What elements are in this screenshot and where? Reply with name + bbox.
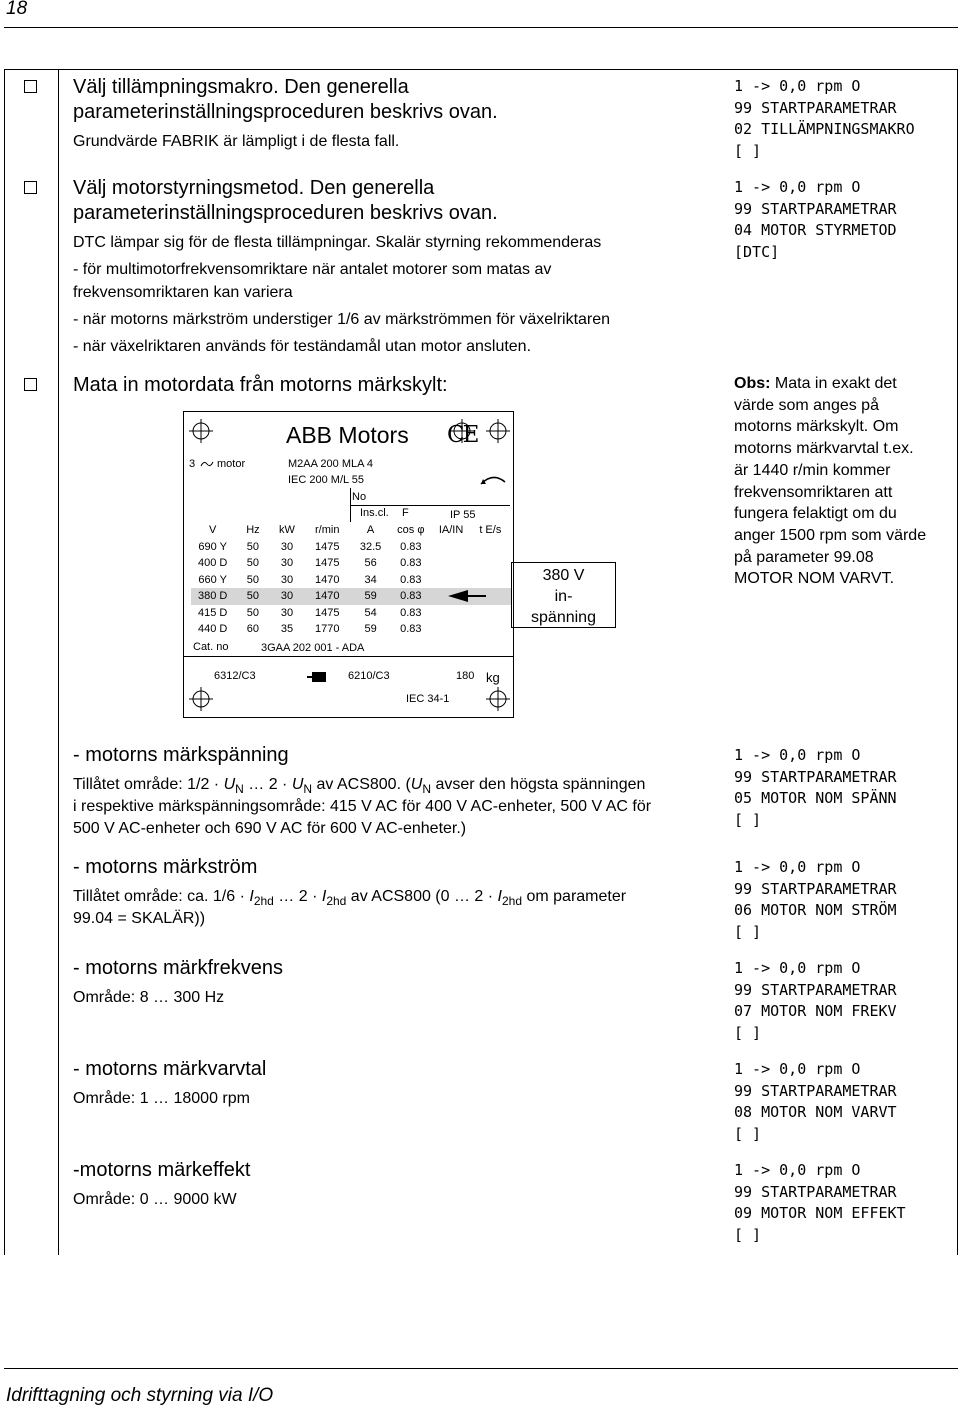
display-line: 99 STARTPARAMETRAR (734, 980, 897, 999)
obs-line: värde som anges på (734, 396, 879, 414)
screw-icon (485, 418, 511, 444)
display-line: [ ] (734, 1225, 762, 1244)
ins-row-frame (350, 505, 510, 506)
display-line: 1 -> 0,0 rpm O (734, 1060, 861, 1078)
table-cell: 56 (364, 557, 377, 570)
step-1-display (734, 76, 915, 162)
desc-segment: N (235, 782, 244, 797)
desc-segment: … 2 · (243, 776, 292, 793)
obs-line: Mata in exakt det (774, 375, 897, 392)
desc-segment: 2hd (326, 894, 347, 909)
rating-table-header: Hz (246, 524, 260, 537)
obs-line: motorns märkvarvtal t.ex. (734, 440, 914, 458)
cat-no-label: Cat. no (193, 641, 229, 653)
desc-segment: U (410, 776, 423, 793)
ip-rating: IP 55 (450, 509, 476, 521)
display-line: [ ] (734, 810, 762, 829)
table-cell: 32.5 (359, 540, 382, 553)
table-row (191, 539, 511, 556)
voltage-callout (511, 562, 616, 628)
table-cell: 690 Y (198, 540, 227, 553)
step-2-note: DTC lämpar sig för de flesta tillämpningar. Skalär styrning rekommenderas (73, 234, 602, 251)
bearing-nde: 6210/C3 (348, 670, 390, 682)
obs-label: Obs: (734, 375, 771, 392)
param-desc: Område: 8 … 300 Hz (73, 989, 225, 1006)
weight-unit: kg (486, 670, 500, 685)
table-mid-rule (58, 69, 59, 1255)
footer-title: Idrifttagning och styrning via I/O (6, 1385, 274, 1406)
display-line: 1 -> 0,0 rpm O (734, 178, 861, 196)
screw-icon (188, 686, 214, 712)
header-rule (4, 27, 958, 28)
obs-line: MOTOR NOM VARVT. (734, 570, 895, 588)
nameplate-iec: IEC 200 M/L 55 (288, 474, 365, 486)
callout-line: in- (554, 588, 573, 605)
table-cell: 50 (246, 606, 260, 619)
motor-type-prefix: 3 (189, 458, 196, 470)
table-cell: 50 (246, 540, 260, 553)
desc-segment: Tillåtet område: 1/2 · (73, 776, 224, 793)
table-cell: 50 (246, 557, 260, 570)
screw-icon (188, 418, 214, 444)
step-2-line-1: Välj motorstyrningsmetod. Den generella (73, 177, 435, 199)
nameplate-brand: ABB Motors (286, 422, 409, 448)
table-cell: 0.83 (400, 623, 422, 636)
step-1-note: Grundvärde FABRIK är lämpligt i de flesta fall. (73, 133, 400, 150)
param-display (734, 1059, 897, 1145)
step-2-bullet: - när växelriktaren används för teständamål utan motor ansluten. (73, 338, 532, 355)
ins-cl-value: F (402, 507, 409, 519)
rating-table (191, 522, 511, 638)
table-cell: 50 (246, 573, 260, 586)
table-cell: 1475 (314, 606, 340, 619)
page-number: 18 (6, 0, 28, 19)
param-title: - motorns märkfrekvens (73, 957, 284, 979)
table-cell (433, 555, 470, 572)
table-cell (470, 555, 511, 572)
rotation-arrow-icon (479, 474, 507, 486)
display-line: 07 MOTOR NOM FREKV (734, 1002, 897, 1020)
table-cell: 30 (280, 606, 294, 619)
display-line: 02 TILLÄMPNINGSMAKRO (734, 120, 915, 138)
display-line: 1 -> 0,0 rpm O (734, 77, 861, 95)
step-2-bullet: - när motorns märkström understiger 1/6 av märkströmmen för växelriktaren (73, 311, 611, 328)
display-line: 99 STARTPARAMETRAR (734, 199, 897, 218)
step-2-display (734, 177, 897, 263)
display-line: 05 MOTOR NOM SPÄNN (734, 789, 897, 807)
table-cell: 0.83 (400, 540, 422, 553)
param-display (734, 857, 897, 943)
param-desc: 99.04 = SKALÄR)) (73, 910, 206, 927)
table-cell: 0.83 (400, 590, 422, 603)
standard: IEC 34-1 (406, 693, 450, 705)
desc-segment: U (291, 776, 304, 793)
step-1-line-2: parameterinställningsproceduren beskrivs ovan. (73, 101, 498, 123)
desc-segment: N (422, 782, 432, 797)
display-line: 99 STARTPARAMETRAR (734, 98, 897, 117)
obs-line: frekvensomriktaren att (734, 483, 893, 501)
table-cell: 1475 (314, 540, 340, 553)
table-cell (433, 539, 470, 556)
table-cell (470, 621, 511, 638)
desc-segment: om parameter (522, 888, 627, 905)
display-line: [DTC] (734, 242, 780, 261)
rating-table-header: cos φ (397, 524, 425, 537)
bearing-de: 6312/C3 (214, 670, 256, 682)
desc-segment: av ACS800. ( (312, 776, 411, 793)
display-line: 1 -> 0,0 rpm O (734, 746, 861, 764)
display-line: [ ] (734, 1023, 762, 1042)
table-cell: 35 (280, 623, 294, 636)
param-desc: i respektive märkspänningsområde: 415 V AC för 400 V AC-enheter, 500 V AC för (73, 798, 652, 815)
step-2-checkbox[interactable] (24, 181, 37, 194)
table-cell: 1470 (314, 573, 340, 586)
display-line: 06 MOTOR NOM STRÖM (734, 901, 897, 919)
table-cell: 1770 (314, 623, 340, 636)
ac-wave-icon (200, 460, 214, 468)
desc-segment: I (321, 888, 327, 905)
table-cell: 30 (280, 573, 294, 586)
rating-table-header: r/min (315, 524, 340, 537)
desc-segment: I (497, 888, 502, 905)
param-title: - motorns märkström (73, 856, 258, 878)
ce-mark: CE (447, 422, 478, 448)
param-desc: Område: 0 … 9000 kW (73, 1191, 237, 1208)
step-1-line-1: Välj tillämpningsmakro. Den generella (73, 76, 409, 98)
display-line: 09 MOTOR NOM EFFEKT (734, 1204, 906, 1222)
desc-segment: N (303, 782, 313, 797)
step-3-title: Mata in motordata från motorns märkskylt: (73, 374, 448, 396)
table-cell: 34 (364, 573, 377, 586)
table-cell: 54 (364, 606, 377, 619)
display-line: 99 STARTPARAMETRAR (734, 767, 897, 786)
table-row (191, 621, 511, 638)
display-line: 1 -> 0,0 rpm O (734, 858, 861, 876)
table-cell: 59 (364, 623, 377, 636)
table-cell: 50 (246, 590, 260, 603)
rating-table-header: IA/IN (438, 524, 464, 537)
table-row (191, 572, 511, 589)
callout-line: 380 V (542, 567, 585, 584)
obs-line: fungera felaktigt om du (734, 505, 897, 523)
param-desc: 500 V AC-enheter och 690 V AC för 600 V AC-enheter.) (73, 820, 467, 837)
param-title: -motorns märkeffekt (73, 1159, 251, 1181)
table-cell (470, 572, 511, 589)
desc-segment: … 2 · (273, 888, 322, 905)
table-top-rule (4, 69, 958, 70)
display-line: 99 STARTPARAMETRAR (734, 879, 897, 898)
rating-table-header: kW (279, 524, 295, 537)
param-title: - motorns märkspänning (73, 744, 289, 766)
table-cell (470, 539, 511, 556)
desc-segment: I (249, 888, 254, 905)
display-line: 1 -> 0,0 rpm O (734, 959, 861, 977)
nameplate-divider (184, 656, 513, 657)
cat-no: 3GAA 202 001 - ADA (261, 642, 365, 654)
rating-table-header: V (209, 524, 217, 537)
callout-line: spänning (531, 609, 596, 626)
table-right-rule (957, 69, 958, 1255)
step-2-bullet: frekvensomriktaren kan variera (73, 284, 293, 301)
motor-icon (307, 671, 329, 683)
step-2-line-2: parameterinställningsproceduren beskrivs ovan. (73, 202, 498, 224)
desc-segment: av ACS800 (0 … 2 · (346, 888, 498, 905)
table-cell: 0.83 (400, 557, 422, 570)
table-cell (470, 605, 511, 622)
table-cell: 415 D (197, 606, 228, 619)
table-left-rule (4, 69, 5, 1255)
table-cell: 30 (280, 557, 294, 570)
table-cell: 1475 (314, 557, 340, 570)
display-line: [ ] (734, 1124, 762, 1143)
nameplate-weight: 180 (456, 670, 475, 682)
desc-segment: avser den högsta spänningen (431, 776, 646, 793)
desc-segment: 2hd (253, 894, 274, 909)
desc-segment: Tillåtet område: ca. 1/6 · (73, 888, 250, 905)
table-row (191, 555, 511, 572)
display-line: 1 -> 0,0 rpm O (734, 1161, 861, 1179)
nameplate-model: M2AA 200 MLA 4 (288, 458, 373, 470)
obs-line: är 1440 r/min kommer (734, 461, 891, 479)
table-cell: 0.83 (400, 606, 422, 619)
step-2-bullet: - för multimotorfrekvensomriktare när antalet motorer som matas av (73, 261, 552, 278)
param-desc: Område: 1 … 18000 rpm (73, 1090, 250, 1107)
display-line: 99 STARTPARAMETRAR (734, 1081, 897, 1100)
step-3-checkbox[interactable] (24, 378, 37, 391)
obs-line: anger 1500 rpm som värde (734, 526, 927, 544)
table-cell: 440 D (197, 623, 228, 636)
rating-table-header: t E/s (479, 524, 502, 537)
rating-table-header: A (366, 524, 375, 537)
param-display (734, 958, 897, 1044)
table-cell: 60 (246, 623, 260, 636)
nameplate-no-label: No (352, 491, 367, 503)
param-display (734, 745, 897, 831)
table-cell: 0.83 (400, 573, 422, 586)
obs-line: motorns märkskylt. Om (734, 418, 899, 436)
table-cell (433, 572, 470, 589)
obs-note (734, 373, 959, 590)
step-1-checkbox[interactable] (24, 80, 37, 93)
display-line: 99 STARTPARAMETRAR (734, 1182, 897, 1201)
desc-segment: 2hd (502, 894, 523, 909)
table-cell: 1470 (314, 590, 340, 603)
table-cell: 380 D (197, 590, 228, 603)
table-cell: 59 (364, 590, 377, 603)
param-display (734, 1160, 906, 1246)
display-line: 08 MOTOR NOM VARVT (734, 1103, 897, 1121)
table-cell: 30 (280, 590, 294, 603)
motor-nameplate (183, 411, 514, 718)
param-title: - motorns märkvarvtal (73, 1058, 267, 1080)
display-line: 04 MOTOR STYRMETOD (734, 221, 897, 239)
motor-type-label: motor (217, 458, 246, 470)
desc-segment: U (223, 776, 236, 793)
table-cell: 30 (280, 540, 294, 553)
screw-icon (485, 686, 511, 712)
display-line: [ ] (734, 922, 762, 941)
display-line: [ ] (734, 141, 762, 160)
obs-line: på parameter 99.08 (734, 548, 874, 566)
table-cell: 660 Y (198, 573, 227, 586)
footer-rule (4, 1368, 958, 1369)
selected-row-arrow-icon (446, 589, 486, 603)
table-cell (433, 605, 470, 622)
table-cell (433, 621, 470, 638)
table-row (191, 605, 511, 622)
ins-cl-label: Ins.cl. (360, 507, 389, 519)
table-cell: 400 D (197, 557, 228, 570)
